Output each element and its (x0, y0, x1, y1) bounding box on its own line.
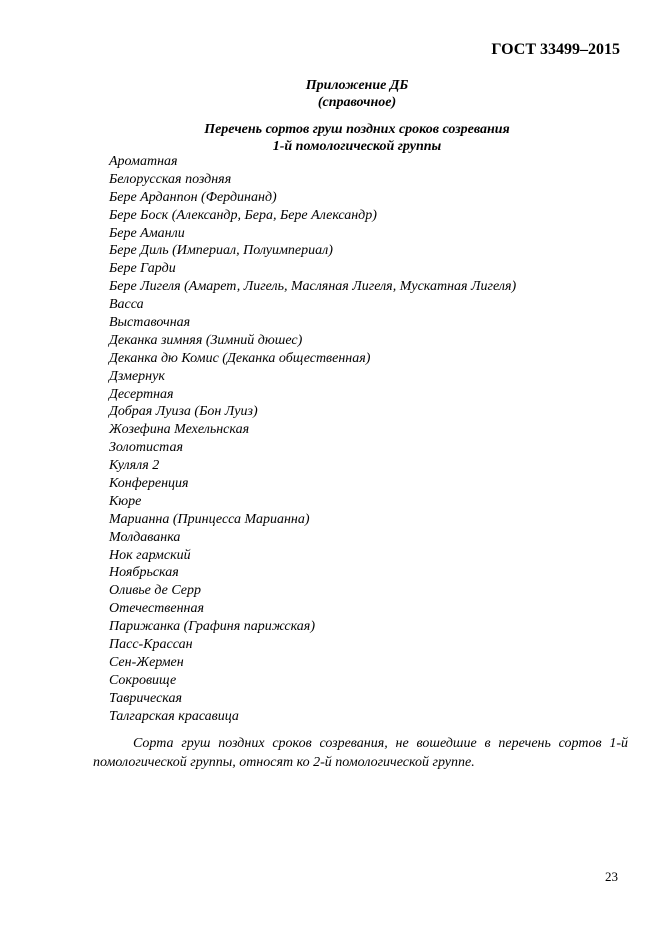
variety-list-item: Бере Арданпон (Фердинанд) (109, 189, 277, 205)
list-title-line-1: Перечень сортов груш поздних сроков созревания (204, 122, 510, 137)
page-number: 23 (605, 869, 618, 884)
variety-list-item: Жозефина Мехельнская (109, 422, 250, 438)
variety-list-item: Парижанка (Графиня парижская) (109, 619, 315, 635)
variety-list-item: Бере Лигеля (Амарет, Лигель, Масляная Лигеля, Мускатная Лигеля) (109, 279, 517, 295)
appendix-title: Приложение ДБ (305, 78, 409, 93)
variety-list-item: Ноябрьская (109, 565, 179, 581)
variety-list-item: Бере Гарди (109, 261, 176, 277)
variety-list-item: Бере Аманли (109, 225, 185, 241)
appendix-subtitle: (справочное) (317, 95, 397, 110)
variety-list-item: Дзмернук (109, 368, 165, 384)
variety-list-item: Конференция (109, 476, 189, 492)
variety-list-item: Ароматная (109, 154, 178, 169)
variety-list-item: Отечественная (109, 601, 204, 617)
variety-list-item: Выставочная (109, 315, 191, 331)
variety-list-item: Таврическая (109, 690, 182, 706)
list-title-line-2: 1-й помологической группы (272, 139, 442, 154)
variety-list-item: Золотистая (109, 440, 183, 456)
note-paragraph: Сорта груш поздних сроков созревания, не вошедшие в перечень сортов 1-й помологической группы, относят ко 2-й помологической группе. (93, 736, 628, 770)
variety-list-item: Десертная (109, 386, 174, 402)
variety-list-item: Сен-Жермен (109, 654, 184, 670)
variety-list-item: Молдаванка (109, 529, 181, 545)
pear-variety-list (109, 153, 516, 726)
variety-list-item: Добрая Луиза (Бон Луиз) (109, 404, 258, 420)
variety-list-item: Васса (109, 297, 144, 313)
variety-list-item: Сокровище (109, 672, 177, 688)
variety-list-item: Деканка зимняя (Зимний дюшес) (109, 332, 303, 348)
variety-list-item: Нок гармский (109, 547, 191, 563)
variety-list-item: Марианна (Принцесса Марианна) (109, 511, 310, 527)
variety-list-item: Белорусская поздняя (109, 171, 232, 187)
document-code: ГОСТ 33499–2015 (491, 41, 620, 58)
variety-list-item: Оливье де Серр (109, 583, 201, 599)
variety-list-item: Куляля 2 (109, 458, 160, 474)
variety-list-item: Кюре (109, 493, 142, 509)
variety-list-item: Талгарская красавица (109, 708, 239, 724)
variety-list-item: Бере Боск (Александр, Бера, Бере Александр) (109, 207, 377, 223)
variety-list-item: Бере Диль (Империал, Полуимпериал) (109, 243, 333, 259)
variety-list-item: Пасс-Крассан (109, 637, 193, 653)
variety-list-item: Деканка дю Комис (Деканка общественная) (109, 350, 371, 366)
